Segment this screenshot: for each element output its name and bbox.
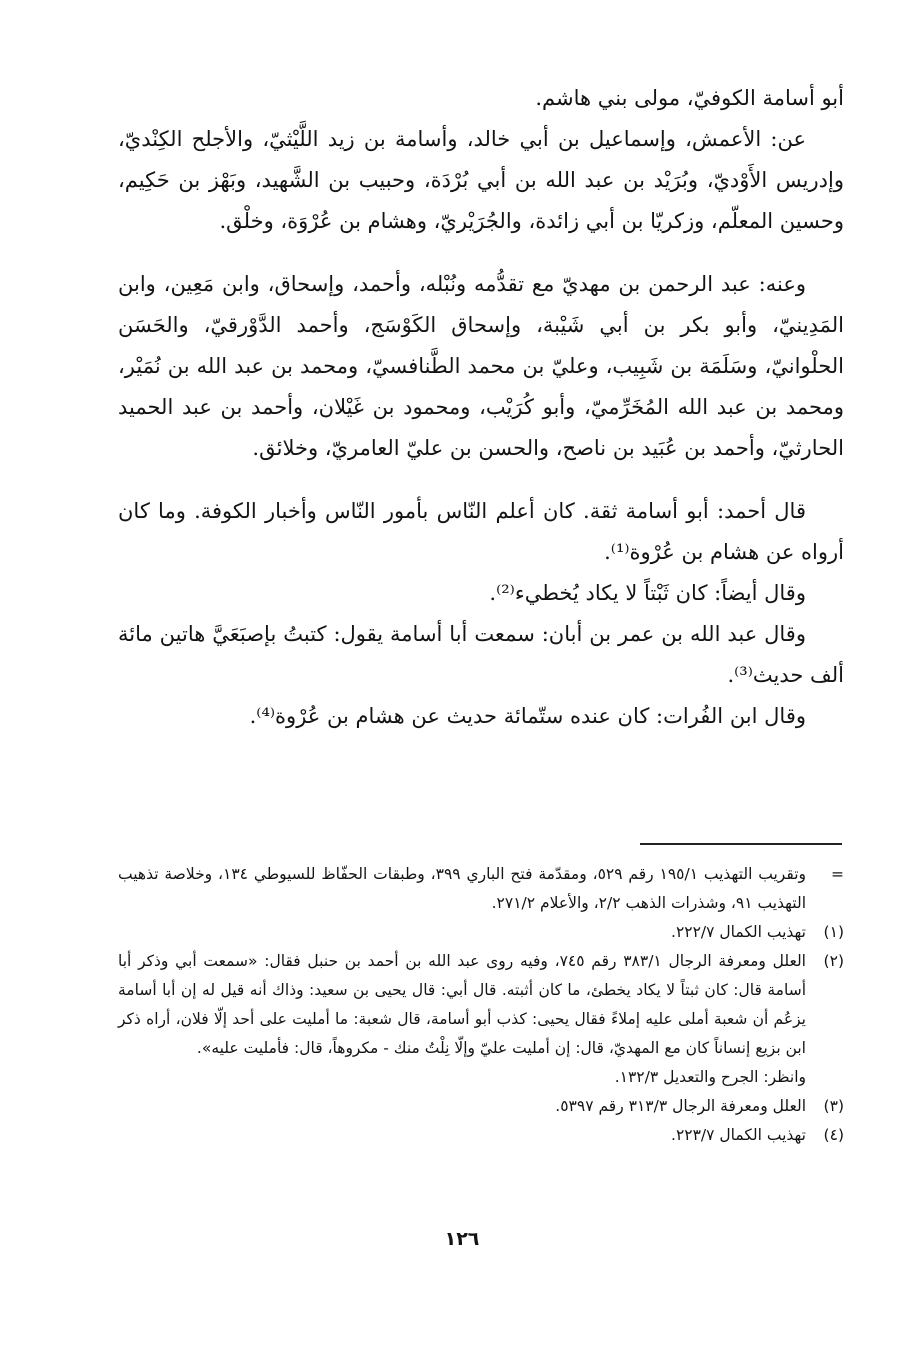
footnotes [118, 860, 844, 1150]
ahmad-quote-2: وقال أيضاً: كان ثَبْتاً لا يكاد يُخطيء⁽²⁾. [489, 581, 806, 605]
narrators-from-him-paragraph: وعنه: عبد الرحمن بن مهديّ مع تقدُّمه ونُبْله، وأحمد، وإسحاق، وابن مَعِين، وابن المَدِينيّ، وأبو بكر بن أبي شَيْبة، وإسحاق الكَوْسَج، وأحمد الدَّوْرقيّ، والحَسَن الحلْوانيّ، وسَلَمَة بن شَبِيب، وعليّ بن محمد الطَّنافسيّ، ومحمد بن عبد الله بن نُمَيْر، ومحمد بن عبد الله المُخَرِّميّ، وأبو كُرَيْب، ومحمود بن غَيْلان، وأحمد بن عبد الحميد الحارثيّ، وأحمد بن عُبَيد بن ناصح، والحسن بن عليّ العامريّ، وخلائق. [118, 272, 845, 460]
footnote-text: تهذيب الكمال ٢٢٣/٧. [671, 1126, 806, 1144]
page-number: ١٢٦ [444, 1228, 480, 1250]
footnote-text-body: العلل ومعرفة الرجال ٣٨٣/١ رقم ٧٤٥، وفيه روى عبد الله بن أحمد بن حنبل فقال: «سمعت أبي وذكر أبا أسامة قال: كان ثبتاً لا يكاد يخطئ، ما كان أثبته. قال أبي: قال يحيى بن سعيد: وذاك أنه قيل له إن أبا أسامة يزعُم أن شعبة أملى عليه إملاءً فقال يحيى: كذب أبو أسامة، قال شعبة: ما أمليت على أحد إلّا فلان، أراه ذكر ابن بزيع إنساناً كان مع المهديّ، قال: إن أمليت عليّ وإلّا نِلْتُ منك - مكروهاً، قال: فأمليت عليه». [118, 952, 806, 1057]
footnote-marker: (٢) [823, 952, 844, 970]
footnote-text-see-also: وانظر: الجرح والتعديل ١٣٢/٣. [614, 1068, 806, 1086]
footnote-4 [118, 1121, 844, 1150]
footnote-marker: (٤) [823, 1126, 844, 1144]
biography-intro: أبو أسامة الكوفيّ، مولى بني هاشم. [535, 86, 844, 110]
footnote-marker: (٣) [823, 1097, 844, 1115]
footnote-continuation [118, 860, 844, 918]
footnote-text: وتقريب التهذيب ١٩٥/١ رقم ٥٢٩، ومقدّمة فتح الباري ٣٩٩، وطبقات الحفّاظ للسيوطي ١٣٤، وخلاصة تذهيب التهذيب ٩١، وشذرات الذهب ٢/٢، والأعلام ٢٧١/٢. [118, 865, 806, 912]
footnote-text: العلل ومعرفة الرجال ٣١٣/٣ رقم ٥٣٩٧. [555, 1097, 806, 1115]
footnote-marker: = [831, 865, 844, 883]
footnote-text: تهذيب الكمال ٢٢٢/٧. [671, 923, 806, 941]
footnote-text [118, 947, 806, 1092]
footnote-2 [118, 947, 844, 1092]
footnote-separator [640, 843, 842, 845]
narrated-from-paragraph: عن: الأعمش، وإسماعيل بن أبي خالد، وأسامة بن زيد اللَّيْثيّ، والأجلح الكِنْديّ، وإدريس الأَوْديّ، وبُرَيْد بن عبد الله بن أبي بُرْدَة، وحبيب بن الشَّهيد، وبَهْز بن حَكِيم، وحسين المعلّم، وزكريّا بن أبي زائدة، والجُرَيْريّ، وهشام بن عُرْوَة، وخلْق. [118, 127, 844, 233]
main-text [118, 78, 844, 737]
footnote-marker: (١) [823, 923, 844, 941]
footnote-3 [118, 1092, 844, 1121]
footnote-1 [118, 918, 844, 947]
ahmad-quote: قال أحمد: أبو أسامة ثقة. كان أعلم النّاس بأمور النّاس وأخبار الكوفة. وما كان أرواه عن هشام بن عُرْوة⁽¹⁾. [118, 499, 844, 564]
abdullah-quote: وقال عبد الله بن عمر بن أبان: سمعت أبا أسامة يقول: كتبتُ بإصبَعَيَّ هاتين مائة ألف حديث⁽³⁾. [118, 622, 844, 687]
ibn-furat-quote: وقال ابن الفُرات: كان عنده ستّمائة حديث عن هشام بن عُرْوة⁽⁴⁾. [249, 704, 806, 728]
